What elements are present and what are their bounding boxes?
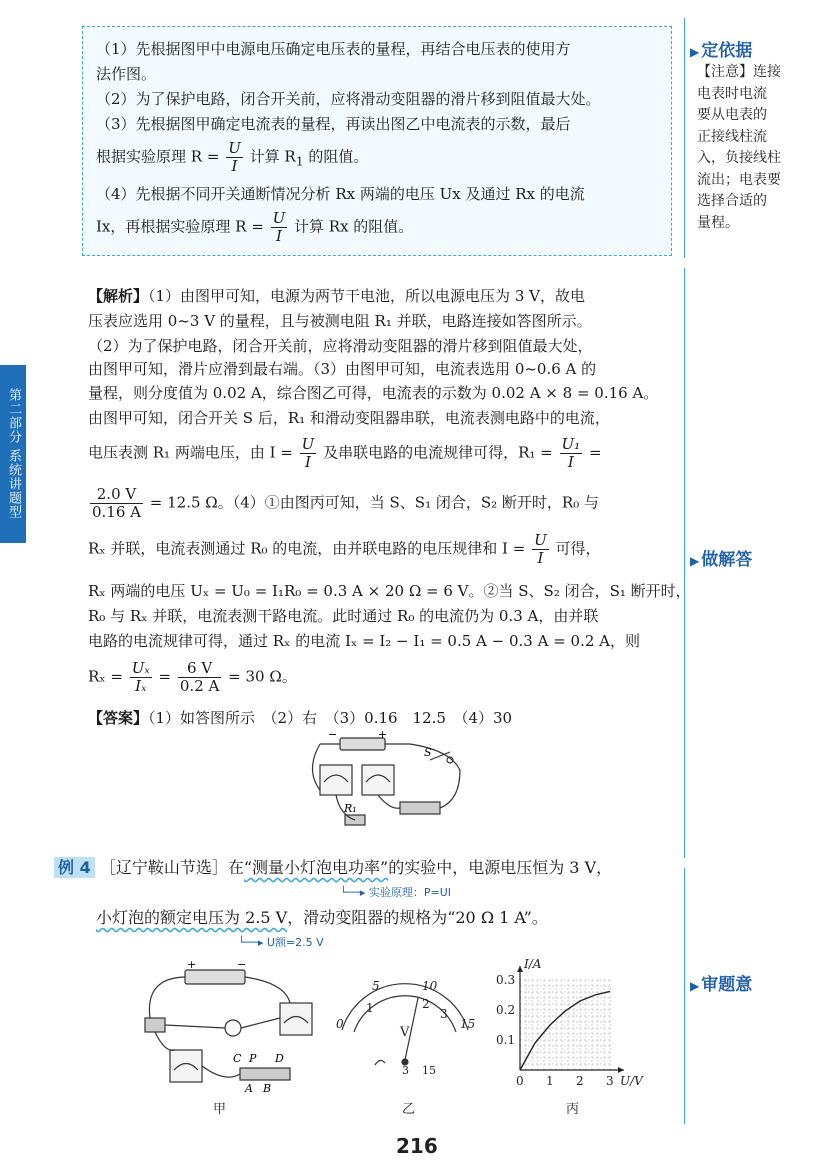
x-axis-arrow <box>618 1067 624 1073</box>
figure-caption: 甲 <box>213 1102 227 1117</box>
svg-text:+: + <box>187 958 197 971</box>
solution-line: Rₓ 两端的电压 Uₓ = U₀ = I₁R₀ = 0.3 A × 20 Ω = 6 V。②当 S、S₂ 闭合，S₁ 断开时， <box>88 582 691 600</box>
example-badge: 例 4 <box>54 857 95 878</box>
dial-arc <box>342 984 468 1030</box>
figure-caption: 丙 <box>566 1102 580 1117</box>
y-axis-label: I/A <box>524 958 542 971</box>
solution-formula-line: Rₓ = $\frac{\text{Uₓ}}{\text{Iₓ}}$ = $\frac{6 V}{0.2 A}$ = 30 Ω。 <box>88 659 297 695</box>
dial-tick: 0 <box>336 1017 344 1031</box>
hint-line: （4）先根据不同开关通断情况分析 Rx 两端的电压 Ux 及通过 Rx 的电流 <box>96 185 585 203</box>
dial-unit: V <box>400 1025 410 1040</box>
dial-tick: 2 <box>422 997 430 1011</box>
x-tick-label: 1 <box>546 1074 554 1088</box>
sidebar-heading-solve: ▶ 做解答 <box>690 550 753 570</box>
circuit-figure-a <box>125 958 315 1098</box>
rheostat <box>240 1068 290 1080</box>
hint-line: （2）为了保护电路，闭合开关前，应将滑动变阻器的滑片移到阻值最大处。 <box>96 90 601 108</box>
sidebar-note: 【注意】连接 电表时电流 要从电表的 正接线柱流 入，负接线柱 流出；电表要 选择合适的 量程。 <box>697 64 781 231</box>
ammeter <box>170 1050 202 1082</box>
terminal-label: D <box>275 1052 284 1065</box>
answer-label: 【答案】 <box>88 709 149 727</box>
hint-formula-line: Ix，再根据实验原理 R = $\frac{U}{I}$ 计算 Rx 的阻值。 <box>96 209 414 245</box>
solution-line: R₀ 与 Rₓ 并联，电流表测干路电流。此时通过 R₀ 的电流仍为 0.3 A，由并联 <box>88 607 599 625</box>
fraction: $\frac{U}{I}$ <box>534 531 547 567</box>
answer-line: 【答案】（1）如答图所示 （2）右 （3）0.16 12.5 （4）30 <box>88 709 513 727</box>
solution-formula-line: Rₓ 并联，电流表测通过 R₀ 的电流，由并联电路的电压规律和 I = $\frac{U}{I}$ 可得， <box>88 531 601 567</box>
sidebar-rule <box>684 868 685 1124</box>
triangle-icon: ▶ <box>690 979 700 993</box>
y-axis-arrow <box>517 966 523 972</box>
voltmeter <box>280 1003 312 1035</box>
hint-formula-line: 根据实验原理 R = $\frac{U}{I}$ 计算 $R_1$ 的阻值。 <box>96 139 369 175</box>
terminal-label: 15 <box>422 1064 436 1077</box>
terminal-label: A <box>245 1082 253 1095</box>
solution-line: 电路的电流规律可得，通过 Rₓ 的电流 Iₓ = I₂ − I₁ = 0.5 A − 0.3 A = 0.2 A，则 <box>88 632 641 650</box>
figure-caption: 乙 <box>402 1102 416 1117</box>
fraction: $\frac{U}{I}$ <box>301 435 315 471</box>
x-tick-label: 0 <box>516 1074 524 1088</box>
switch <box>145 1018 165 1032</box>
hint-line: 法作图。 <box>96 65 157 83</box>
example-line: 小灯泡的额定电压为 2.5 V，滑动变阻器的规格为“20 Ω 1 A”。 <box>96 908 548 927</box>
rheostat <box>400 802 440 814</box>
fraction: $\frac{U}{I}$ <box>228 139 241 175</box>
iu-chart <box>488 958 663 1093</box>
solution-label: 【解析】 <box>88 287 149 305</box>
plus-label: + <box>378 730 388 741</box>
terminal-label: P <box>249 1052 257 1065</box>
solution-formula-line: 电压表测 R₁ 两端电压，由 I = $\frac{U}{I}$ 及串联电路的电流规律可得，R₁ = $\frac{\text{U₁}}{I}$ = <box>88 435 602 471</box>
fraction: $\frac{2.0 V}{0.16 A}$ <box>92 485 141 521</box>
terminal-label: B <box>263 1082 272 1095</box>
svg-text:−: − <box>237 958 247 971</box>
sidebar-heading-basis: ▶ 定依据 <box>690 41 753 61</box>
page-number: 216 <box>396 1134 438 1158</box>
dial-tick: 15 <box>460 1017 476 1031</box>
terminal-label: C <box>233 1052 242 1065</box>
answer-circuit-diagram <box>300 730 480 835</box>
annotation-rated-voltage: └──▸ U额=2.5 V <box>238 936 324 949</box>
minus-label: − <box>328 730 338 741</box>
y-tick-label: 0.2 <box>496 1003 516 1017</box>
dial-tick: 1 <box>366 1001 374 1015</box>
fraction: $\frac{U}{I}$ <box>272 209 286 245</box>
meter <box>320 765 352 795</box>
annotation-principle: └──▸ 实验原理：P=UI <box>340 886 452 899</box>
example-line: 例 4 ［辽宁鞍山节选］在“测量小灯泡电功率”的实验中，电源电压恒为 3 V， <box>54 855 612 878</box>
sidebar-rule <box>684 268 685 858</box>
x-tick-label: 2 <box>576 1074 584 1088</box>
solution-line: 【解析】（1）由图甲可知，电源为两节干电池，所以电源电压为 3 V，故电 <box>88 287 585 305</box>
arrow-icon: └──▸ <box>238 936 264 949</box>
meter <box>362 765 394 795</box>
dial-tick: 3 <box>440 1007 448 1021</box>
chart-grid <box>520 980 610 1070</box>
solution-line: 量程，则分度值为 0.02 A，综合图乙可得，电流表的示数为 0.02 A × 8 = 0.16 A。 <box>88 384 659 402</box>
chart-axes <box>517 966 624 1073</box>
x-axis-label: U/V <box>620 1074 643 1088</box>
resistor-label: R₁ <box>344 802 357 815</box>
solution-line: （2）为了保护电路，闭合开关前，应将滑动变阻器的滑片移到阻值最大处， <box>88 337 593 355</box>
lamp <box>225 1020 241 1036</box>
x-tick-label: 3 <box>606 1074 614 1088</box>
switch-label: S <box>424 746 432 759</box>
triangle-icon: ▶ <box>690 45 700 59</box>
fraction: $\frac{\text{U₁}}{I}$ <box>561 435 581 471</box>
fraction: $\frac{\text{Uₓ}}{\text{Iₓ}}$ <box>131 659 150 695</box>
solution-line: 由图甲可知，闭合开关 S 后，R₁ 和滑动变阻器串联，电流表测电路中的电流， <box>88 409 610 427</box>
solution-line: 压表应选用 0~3 V 的量程，且与被测电阻 R₁ 并联，电路连接如答图所示。 <box>88 312 592 330</box>
y-tick-label: 0.1 <box>496 1033 516 1047</box>
chart-ticks <box>496 958 644 1088</box>
hint-line: （3）先根据图甲确定电流表的量程，再读出图乙中电流表的示数，最后 <box>96 115 571 133</box>
voltmeter-dial-figure <box>330 970 480 1080</box>
solution-line: 由图甲可知，滑片应滑到最右端。（3）由图甲可知，电流表选用 0~0.6 A 的 <box>88 360 597 378</box>
y-tick-label: 0.3 <box>496 973 516 987</box>
section-tab: 第二部分 系统讲题型 <box>0 365 26 543</box>
arrow-icon: └──▸ <box>340 886 366 899</box>
battery <box>185 970 245 984</box>
fraction: $\frac{6 V}{0.2 A}$ <box>179 659 220 695</box>
dial-tick: 10 <box>422 979 438 993</box>
solution-formula-line: $\frac{2.0 V}{0.16 A}$ = 12.5 Ω。（4）①由图丙可知，当 S、S₁ 闭合，S₂ 断开时，R₀ 与 <box>92 485 599 521</box>
sidebar-heading-read: ▶ 审题意 <box>690 975 753 995</box>
terminal-label: 3 <box>402 1064 409 1077</box>
hint-line: （1）先根据图甲中电源电压确定电压表的量程，再结合电压表的使用方 <box>96 40 571 58</box>
triangle-icon: ▶ <box>690 554 700 568</box>
sidebar-rule <box>684 18 685 258</box>
dial-tick: 5 <box>372 979 380 993</box>
